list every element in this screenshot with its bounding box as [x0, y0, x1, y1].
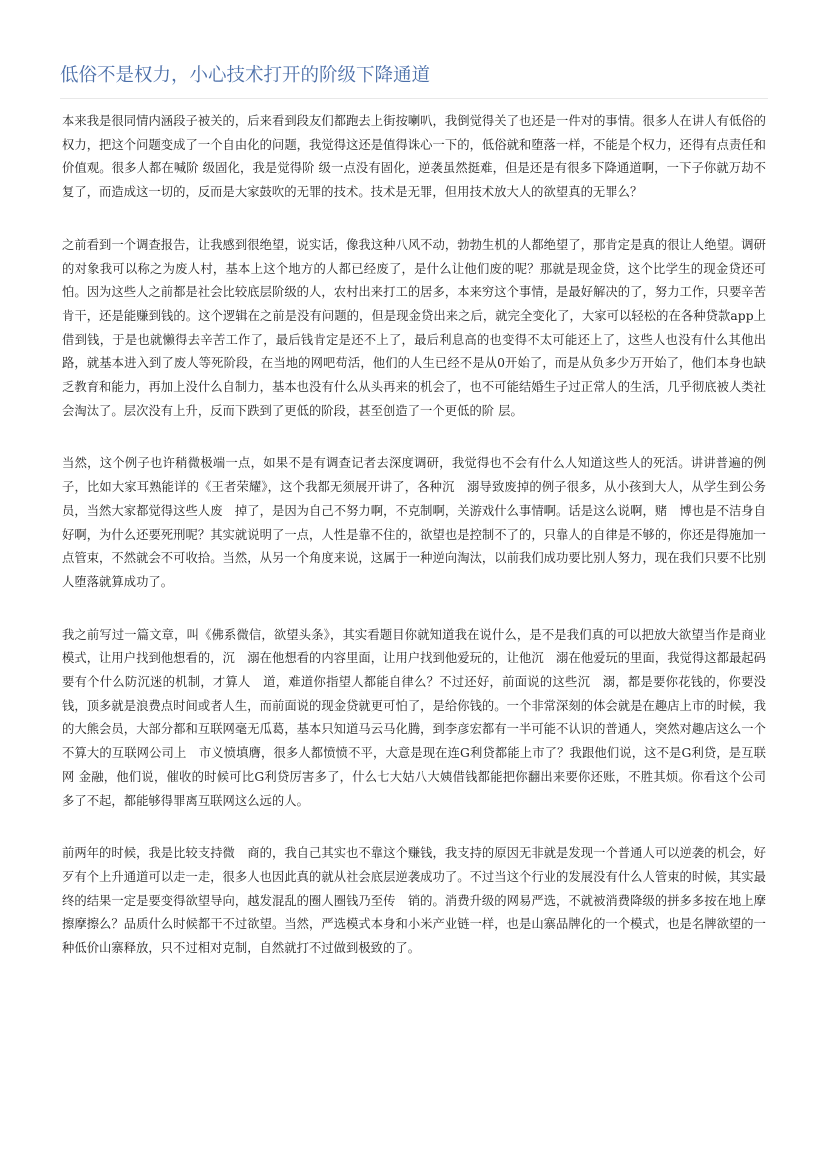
article-body	[62, 110, 766, 990]
paragraph-2: 之前看到一个调查报告，让我感到很绝望，说实话，像我这种八风不动，勃勃生机的人都绝望了，那肯定是真的很让人绝望。调研的对象我可以称之为废人村，基本上这个地方的人都已经废了，是什么让他们废的呢？那就是现金贷，这个比学生的现金贷还可怕。因为这些人之前都是社会比较底层阶级的人，农村出来打工的居多，本来穷这个事情，是最好解决的了，努力工作，只要辛苦肯干，还是能赚到钱的。这个逻辑在之前是没有问题的，但是现金贷出来之后，就完全变化了，大家可以轻松的在各种贷款app上借到钱，于是也就懒得去辛苦工作了，最后钱肯定是还不上了，最后利息高的也变得不太可能还上了，这些人也没有什么其他出路，就基本进入到了废人等死阶段，在当地的网吧苟活，他们的人生已经不是从0开始了，而是从负多少万开始了，他们本身也缺乏教育和能力，再加上没什么自制力，基本也没有什么从头再来的机会了，也不可能结婚生子过正常人的生活，几乎彻底被人类社会淘汰了。层次没有上升，反而下跌到了更低的阶段，甚至创造了一个更低的阶 层。	[62, 237, 766, 418]
paragraph-3: 当然，这个例子也许稍微极端一点，如果不是有调查记者去深度调研，我觉得也不会有什么人知道这些人的死活。讲讲普遍的例子，比如大家耳熟能详的《王者荣耀》，这个我都无须展开讲了，各种沉 溺导致废掉的例子很多，从小孩到大人，从学生到公务员，当然大家都觉得这些人废 掉了，是因为自己不努力啊，不克制啊，关游戏什么事情啊。话是这么说啊，赌 博也是不洁身自好啊，为什么还要死刑呢？其实就说明了一点，人性是靠不住的，欲望也是控制不了的，只靠人的自律是不够的，你还是得施加一点管束，不然就会不可收拾。当然，从另一个角度来说，这属于一种逆向淘汰，以前我们成功要比别人努力，现在我们只要不比别人堕落就算成功了。	[62, 456, 766, 589]
paragraph-5: 前两年的时候，我是比较支持微 商的，我自己其实也不靠这个赚钱，我支持的原因无非就是发现一个普通人可以逆袭的机会，好歹有个上升通道可以走一走，很多人也因此真的就从社会底层逆袭成功了。不过当这个行业的发展没有什么人管束的时候，其实最终的结果一定是要变得欲望导向，越发混乱的圈人圈钱乃至传 销的。消费升级的网易严选，不就被消费降级的拼多多按在地上摩擦摩擦么？品质什么时候都干不过欲望。当然，严选模式本身和小米产业链一样，也是山寨品牌化的一个模式，也是名牌欲望的一种低价山寨释放，只不过相对克制，自然就打不过做到极致的了。	[62, 846, 766, 956]
article-title: 低俗不是权力，小心技术打开的阶级下降通道	[60, 65, 431, 86]
paragraph-1: 本来我是很同情内涵段子被关的，后来看到段友们都跑去上街按喇叭，我倒觉得关了也还是一件对的事情。很多人在讲人有低俗的权力，把这个问题变成了一个自由化的问题，我觉得这还是值得诛心一下的，低俗就和堕落一样，不能是个权力，还得有点责任和价值观。很多人都在喊阶 级固化，我是觉得阶 级一点没有固化，逆袭虽然挺难，但是还是有很多下降通道啊，一下子你就万劫不复了，而造成这一切的，反而是大家鼓吹的无罪的技术。技术是无罪，但用技术放大人的欲望真的无罪么？	[62, 114, 766, 200]
paragraph-4: 我之前写过一篇文章，叫《佛系微信，欲望头条》，其实看题目你就知道我在说什么，是不是我们真的可以把放大欲望当作是商业模式，让用户找到他想看的，沉 溺在他想看的内容里面，让用户找到他爱玩的，让他沉 溺在他爱玩的里面，我觉得这都最起码要有个什么防沉迷的机制，才算人 道，难道你指望人都能自律么？不过还好，前面说的这些沉 溺，都是要你花钱的，你要没钱，顶多就是浪费点时间或者人生，而前面说的现金贷就更可怕了，是给你钱的。一个非常深刻的体会就是在趣店上市的时候，我的大熊会员，大部分都和互联网毫无瓜葛，基本只知道马云马化腾，到李彦宏都有一半可能不认识的普通人，突然对趣店这么一个不算大的互联网公司上 市义愤填膺，很多人都愤愤不平，大意是现在连G利贷都能上市了？我跟他们说，这不是G利贷，是互联网 金融，他们说，催收的时候可比G利贷厉害多了，什么七大姑八大姨借钱都能把你翻出来要你还账，不胜其烦。你看这个公司多了不起，都能够得罪离互联网这么远的人。	[62, 627, 766, 808]
title-divider	[60, 98, 768, 99]
